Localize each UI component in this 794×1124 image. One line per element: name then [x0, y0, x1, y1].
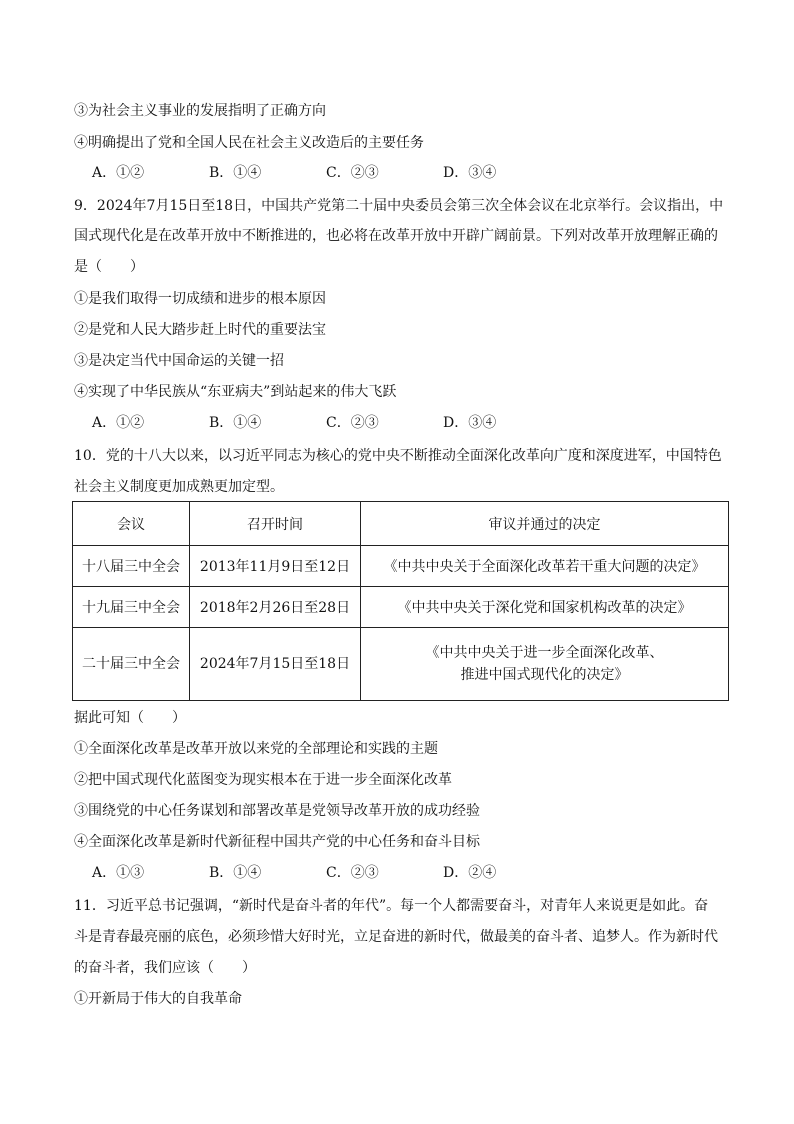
q10-item-2: ②把中国式现代化蓝图变为现实根本在于进一步全面深化改革: [74, 772, 452, 788]
q10-stem-line-1: 10．党的十八大以来，以习近平同志为核心的党中央不断推动全面深化改革向广度和深度进军，中国特色: [74, 448, 722, 464]
table-cell-meeting: 十九届三中全会: [73, 587, 190, 628]
q10-stem-line-2: 社会主义制度更加成熟更加定型。: [74, 479, 284, 495]
q8-item-3: ③为社会主义事业的发展指明了正确方向: [74, 103, 326, 119]
q10-option-c[interactable]: C．②③: [326, 865, 379, 881]
q9-stem-line-3: 是（ ）: [74, 259, 144, 275]
q11-stem-line-1: 11．习近平总书记强调，“新时代是奋斗者的年代”。每一个人都需要奋斗，对青年人来说更是如此。奋: [74, 898, 709, 914]
q10-options: [92, 863, 496, 883]
q10-option-a[interactable]: A．①③: [92, 865, 145, 881]
q8-options: [92, 163, 496, 183]
table-row: [73, 546, 729, 587]
table-header-meeting: 会议: [73, 502, 190, 546]
table-cell-time: 2018年2月26日至28日: [190, 587, 361, 628]
table-cell-meeting: 二十届三中全会: [73, 628, 190, 701]
table-cell-meeting: 十八届三中全会: [73, 546, 190, 587]
q9-option-b[interactable]: B．①④: [209, 415, 262, 431]
q9-item-4: ④实现了中华民族从“东亚病夫”到站起来的伟大飞跃: [74, 384, 397, 400]
q10-prompt: 据此可知（ ）: [74, 710, 186, 726]
q9-options: [92, 413, 496, 433]
q10-item-4: ④全面深化改革是新时代新征程中国共产党的中心任务和奋斗目标: [74, 834, 480, 850]
q9-option-d[interactable]: D．③④: [443, 415, 497, 431]
q11-stem-line-3: 的奋斗者，我们应该（ ）: [74, 960, 256, 976]
q8-option-d[interactable]: D．③④: [443, 165, 497, 181]
q9-option-a[interactable]: A．①②: [92, 415, 145, 431]
q11-stem-line-2: 斗是青春最亮丽的底色，必须珍惜大好时光，立足奋进的新时代，做最美的奋斗者、追梦人。作为新时代: [74, 929, 718, 945]
q9-item-2: ②是党和人民大踏步赶上时代的重要法宝: [74, 322, 326, 338]
table-header-row: [73, 502, 729, 546]
q9-stem-line-2: 国式现代化是在改革开放中不断推进的，也必将在改革开放中开辟广阔前景。下列对改革开放理解正确的: [74, 228, 718, 244]
q9-option-c[interactable]: C．②③: [326, 415, 379, 431]
q11-item-1: ①开新局于伟大的自我革命: [74, 991, 242, 1007]
q8-option-a[interactable]: A．①②: [92, 165, 145, 181]
table-cell-decision: 《中共中央关于深化党和国家机构改革的决定》: [361, 587, 729, 628]
q10-option-d[interactable]: D．②④: [443, 865, 497, 881]
q10-item-1: ①全面深化改革是改革开放以来党的全部理论和实践的主题: [74, 741, 438, 757]
q9-item-3: ③是决定当代中国命运的关键一招: [74, 353, 284, 369]
table-cell-time: 2013年11月9日至12日: [190, 546, 361, 587]
table-row: [73, 628, 729, 701]
q8-item-4: ④明确提出了党和全国人民在社会主义改造后的主要任务: [74, 135, 424, 151]
q8-option-b[interactable]: B．①④: [209, 165, 262, 181]
q9-item-1: ①是我们取得一切成绩和进步的根本原因: [74, 291, 326, 307]
decision-line-2: 推进中国式现代化的决定》: [460, 667, 629, 683]
table-cell-time: 2024年7月15日至18日: [190, 628, 361, 701]
decision-line-1: 《中共中央关于进一步全面深化改革、: [425, 645, 664, 661]
reform-meetings-table: [72, 501, 729, 701]
table-header-decision: 审议并通过的决定: [361, 502, 729, 546]
q10-item-3: ③围绕党的中心任务谋划和部署改革是党领导改革开放的成功经验: [74, 803, 480, 819]
q10-option-b[interactable]: B．①④: [209, 865, 262, 881]
table-cell-decision: 《中共中央关于全面深化改革若干重大问题的决定》: [361, 546, 729, 587]
q8-option-c[interactable]: C．②③: [326, 165, 379, 181]
table-header-time: 召开时间: [190, 502, 361, 546]
table-cell-decision: [361, 628, 729, 701]
table-row: [73, 587, 729, 628]
q9-stem-line-1: 9．2024年7月15日至18日，中国共产党第二十届中央委员会第三次全体会议在北京举行。会议指出，中: [74, 198, 724, 214]
